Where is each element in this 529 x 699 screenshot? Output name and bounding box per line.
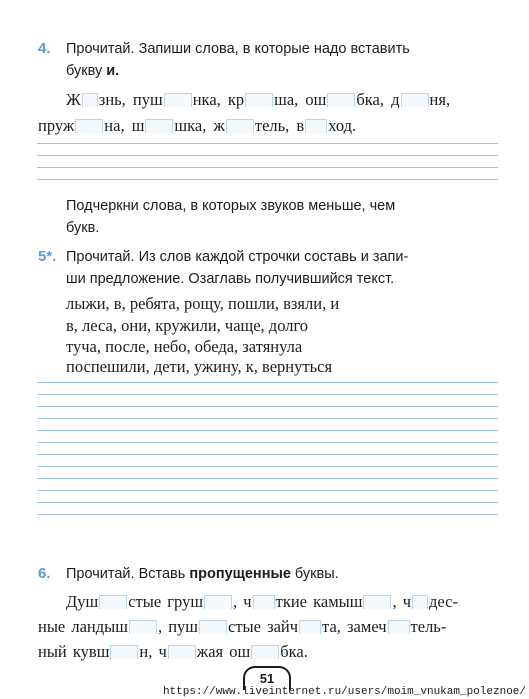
exercise-4-task2-line2: букв. <box>66 220 100 236</box>
exercise-4-words-row2 <box>38 116 356 136</box>
letter-gap[interactable] <box>129 620 157 634</box>
writing-lines-1[interactable] <box>37 141 498 185</box>
letter-gap[interactable] <box>75 119 103 133</box>
word-part: ход. <box>328 116 357 135</box>
exercise-6-words-row3 <box>38 642 308 662</box>
word-part: тель- <box>410 617 447 636</box>
word-part: ня, <box>429 90 451 109</box>
letter-gap[interactable] <box>199 620 227 634</box>
word-part: та, замеч <box>322 617 387 636</box>
letter-gap[interactable] <box>299 620 321 634</box>
exercise-6-words-row1 <box>66 592 458 612</box>
letter-gap[interactable] <box>82 93 98 107</box>
exercise-5-word-line: в, леса, они, кружили, чаще, долго <box>66 316 309 335</box>
letter-gap[interactable] <box>388 620 410 634</box>
word-part: тель, в <box>254 116 305 135</box>
word-part: Ж <box>66 90 81 109</box>
letter-gap[interactable] <box>145 119 173 133</box>
instruction-text: буквы. <box>290 566 339 582</box>
letter-gap[interactable] <box>363 595 391 609</box>
exercise-5-word-line: поспешили, дети, ужину, к, вернуться <box>66 357 333 376</box>
letter-gap[interactable] <box>305 119 327 133</box>
instruction-emphasis: пропущенные <box>189 566 291 582</box>
exercise-6-instruction <box>66 566 339 582</box>
word-part: на, ш <box>104 116 145 135</box>
exercise-5-word-line: туча, после, небо, обеда, затянула <box>66 337 303 356</box>
word-part: , ч <box>392 592 412 611</box>
word-part: стые груш <box>128 592 204 611</box>
exercise-6-number: 6. <box>38 565 51 582</box>
exercise-6-words-row2 <box>38 617 446 637</box>
letter-gap[interactable] <box>327 93 355 107</box>
letter-gap[interactable] <box>412 595 428 609</box>
exercise-5-instruction-line2: ши предложение. Озаглавь получившийся текст. <box>66 271 395 287</box>
word-part: нка, кр <box>192 90 245 109</box>
word-part: бка. <box>280 642 308 661</box>
exercise-5-number: 5*. <box>38 248 57 265</box>
instruction-text: букву <box>66 63 107 79</box>
word-part: стые зайч <box>228 617 299 636</box>
letter-gap[interactable] <box>168 645 196 659</box>
letter-gap[interactable] <box>164 93 192 107</box>
word-part: ткие камыш <box>275 592 363 611</box>
letter-i: и. <box>106 63 120 79</box>
letter-gap[interactable] <box>245 93 273 107</box>
exercise-4-words-row1 <box>66 90 450 110</box>
exercise-5-instruction-line1: Прочитай. Из слов каждой строчки составь и запи- <box>66 249 409 265</box>
word-part: , пуш <box>157 617 198 636</box>
letter-gap[interactable] <box>204 595 232 609</box>
page-number: 51 <box>243 666 291 690</box>
letter-gap[interactable] <box>401 93 429 107</box>
exercise-4-number: 4. <box>38 40 51 57</box>
letter-gap[interactable] <box>226 119 254 133</box>
word-part: ша, ош <box>274 90 327 109</box>
word-part: ные ландыш <box>38 617 128 636</box>
letter-gap[interactable] <box>253 595 275 609</box>
watermark-url: https://www.liveinternet.ru/users/moim_vnukam_poleznoe/ <box>162 686 526 698</box>
exercise-4-instruction-line1: Прочитай. Запиши слова, в которые надо вставить <box>66 41 410 57</box>
word-part: бка, д <box>356 90 400 109</box>
letter-gap[interactable] <box>110 645 138 659</box>
word-part: жая ош <box>196 642 251 661</box>
writing-lines-2[interactable] <box>37 380 498 520</box>
exercise-5-word-line: лыжи, в, ребята, рощу, пошли, взяли, и <box>66 294 340 313</box>
word-part: , ч <box>233 592 252 611</box>
letter-gap[interactable] <box>251 645 279 659</box>
word-part: ный кувш <box>38 642 110 661</box>
word-part: н, ч <box>139 642 167 661</box>
word-part: дес- <box>429 592 458 611</box>
word-part: пруж <box>38 116 75 135</box>
exercise-4-instruction-line2 <box>66 63 119 79</box>
word-part: знь, пуш <box>98 90 163 109</box>
word-part: Душ <box>66 592 99 611</box>
word-part: шка, ж <box>174 116 225 135</box>
exercise-4-task2-line1: Подчеркни слова, в которых звуков меньше, чем <box>66 198 396 214</box>
instruction-text: Прочитай. Вставь <box>66 566 190 582</box>
letter-gap[interactable] <box>99 595 127 609</box>
